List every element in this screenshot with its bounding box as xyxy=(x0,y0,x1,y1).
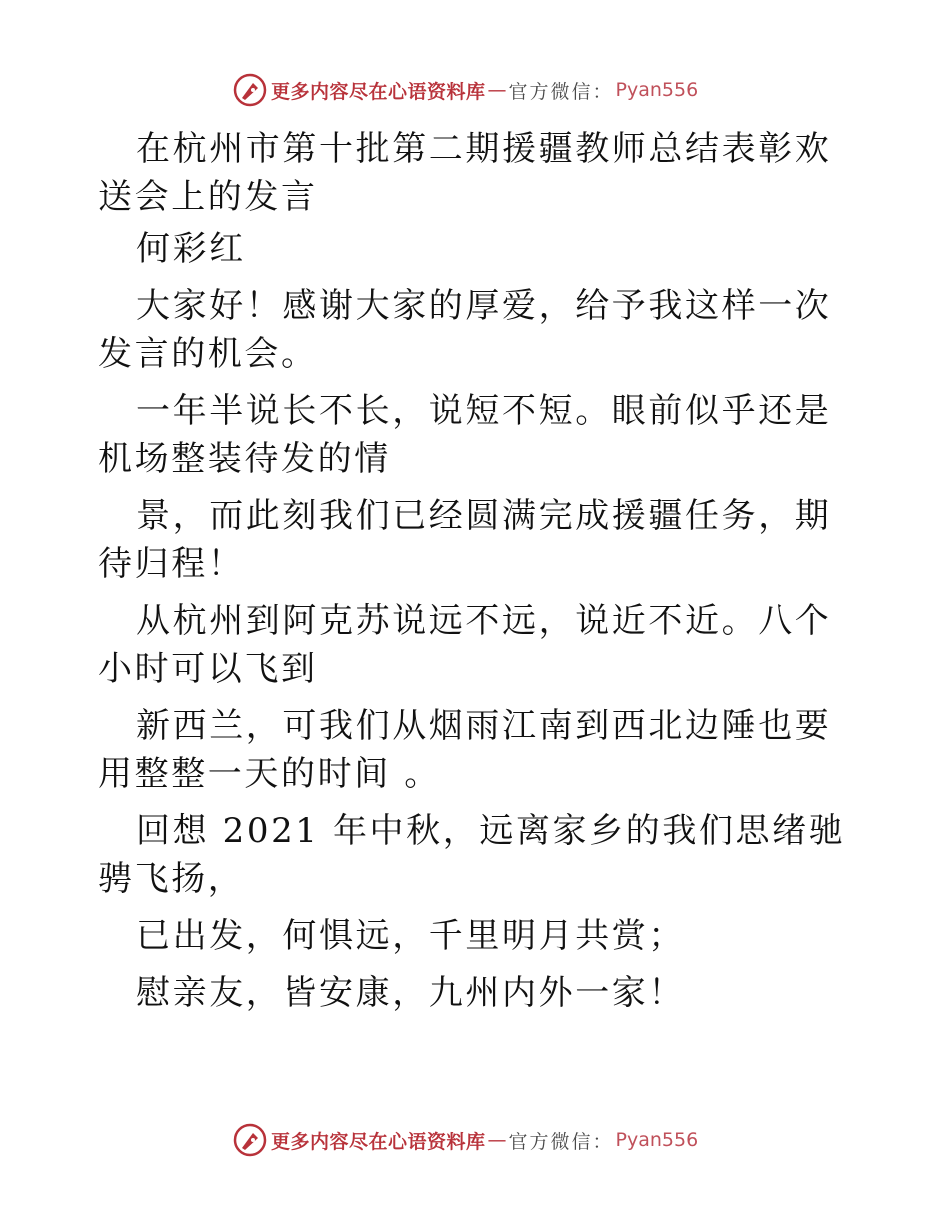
pen-nib-logo-icon xyxy=(233,73,267,107)
watermark-dash: — xyxy=(487,1129,507,1151)
pen-nib-logo-icon xyxy=(233,1123,267,1157)
paragraph-3: 景，而此刻我们已经圆满完成援疆任务，期待归程！ xyxy=(98,496,832,584)
watermark-wechat-id: Pyan556 xyxy=(615,1129,699,1151)
watermark-wechat-label: 官方微信： xyxy=(508,1130,614,1153)
watermark-banner-bottom xyxy=(233,1122,698,1158)
paragraph-1: 大家好！感谢大家的厚爱，给予我这样一次发言的机会。 xyxy=(98,286,832,374)
watermark-wechat-label: 官方微信： xyxy=(508,80,614,103)
watermark-banner-top xyxy=(233,72,698,108)
watermark-dash: — xyxy=(487,79,507,101)
paragraph-2: 一年半说长不长，说短不短。眼前似乎还是机场整装待发的情 xyxy=(98,391,832,479)
document-author: 何彩红 xyxy=(136,229,246,269)
document-title: 在杭州市第十批第二期援疆教师总结表彰欢送会上的发言 xyxy=(98,129,832,217)
paragraph-8: 慰亲友，皆安康，九州内外一家！ xyxy=(136,973,685,1013)
paragraph-5: 新西兰，可我们从烟雨江南到西北边陲也要用整整一天的时间 。 xyxy=(98,706,832,794)
paragraph-6: 回想 2021 年中秋，远离家乡的我们思绪驰骋飞扬， xyxy=(98,811,846,899)
document-body xyxy=(98,125,850,1026)
watermark-main-text: 更多内容尽在心语资料库 xyxy=(271,80,486,103)
paragraph-7: 已出发，何惧远，千里明月共赏； xyxy=(136,916,685,956)
paragraph-4: 从杭州到阿克苏说远不远，说近不近。八个小时可以飞到 xyxy=(98,601,832,689)
watermark-wechat-id: Pyan556 xyxy=(615,79,699,101)
watermark-main-text: 更多内容尽在心语资料库 xyxy=(271,1130,486,1153)
